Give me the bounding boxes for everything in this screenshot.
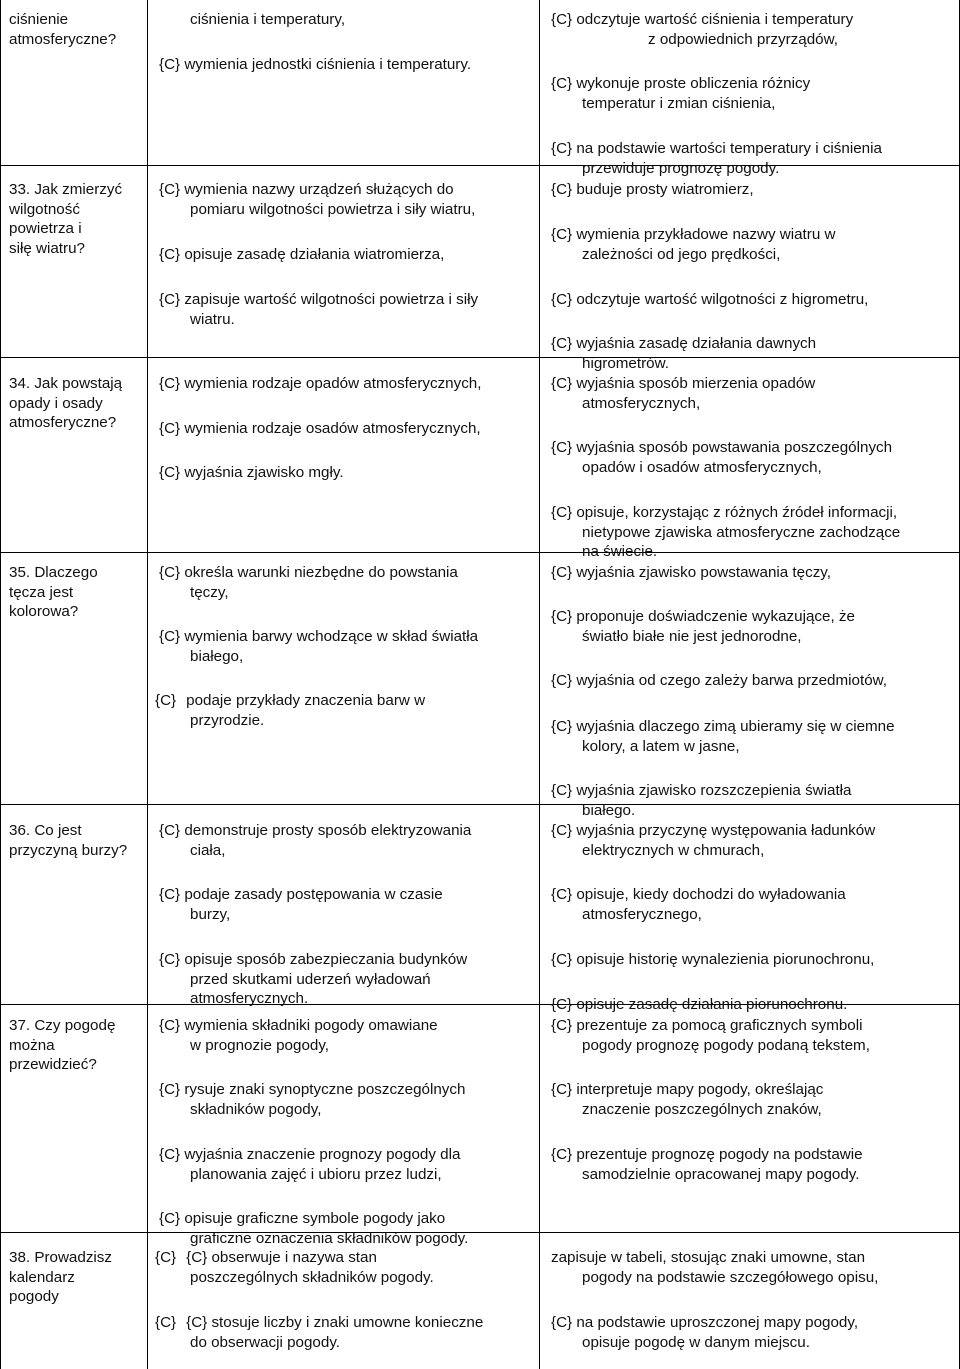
requirement-prefix: {C} bbox=[155, 1249, 177, 1266]
requirement-text: {C} określa warunki niezbędne do powstania bbox=[159, 564, 458, 581]
basic-requirement-line bbox=[190, 841, 225, 860]
row-divider bbox=[0, 357, 960, 358]
basic-requirement-line bbox=[190, 1229, 468, 1248]
requirement-text: tęczy, bbox=[190, 583, 229, 601]
extended-requirement-line bbox=[547, 885, 846, 905]
requirement-text: poszczególnych składników pogody. bbox=[190, 1268, 434, 1286]
extended-requirement-line bbox=[582, 159, 779, 178]
extended-requirement-line bbox=[582, 94, 775, 113]
requirement-text: kolory, a latem w jasne, bbox=[582, 737, 740, 755]
requirement-text: {C} stosuje liczby i znaki umowne konieczne bbox=[186, 1314, 484, 1331]
requirement-text: przed skutkami uderzeń wyładowań bbox=[190, 970, 431, 988]
question-line: atmosferyczne? bbox=[9, 30, 117, 48]
requirement-prefix: {C} bbox=[155, 692, 177, 709]
requirement-text: zapisuje w tabeli, stosując znaki umowne, stan bbox=[551, 1249, 866, 1266]
basic-requirement-line bbox=[155, 1016, 438, 1036]
extended-requirement-line bbox=[582, 542, 657, 561]
extended-requirement-line bbox=[582, 1036, 870, 1055]
question-line: 36. Co jest bbox=[9, 822, 82, 839]
extended-requirement-line bbox=[547, 438, 892, 458]
question-line: siłę wiatru? bbox=[9, 239, 85, 257]
requirement-text: {C} opisuje, kiedy dochodzi do wyładowania bbox=[551, 886, 846, 903]
question-line: wilgotność bbox=[9, 200, 80, 218]
requirement-text: przyrodzie. bbox=[190, 711, 265, 729]
question-line: pogody bbox=[9, 1288, 59, 1305]
extended-requirement-line bbox=[582, 627, 802, 646]
requirement-text: atmosferycznego, bbox=[582, 905, 702, 923]
requirement-text: {C} na podstawie wartości temperatury i ciśnienia bbox=[551, 140, 882, 157]
basic-requirement-line bbox=[155, 821, 471, 841]
requirement-text: {C} wykonuje proste obliczenia różnicy bbox=[551, 75, 811, 92]
requirement-text: {C} wyjaśnia sposób mierzenia opadów bbox=[551, 375, 816, 392]
requirement-text: podaje przykłady znaczenia barw w bbox=[186, 692, 426, 709]
extended-requirement-line bbox=[547, 563, 831, 583]
row-divider bbox=[0, 1232, 960, 1233]
extended-requirement-line bbox=[547, 290, 868, 310]
requirement-text: {C} opisuje zasadę działania piorunochronu. bbox=[551, 996, 848, 1013]
requirement-text: atmosferycznych, bbox=[582, 394, 701, 412]
extended-requirement-line bbox=[547, 334, 816, 354]
basic-requirement-line bbox=[155, 290, 478, 310]
extended-requirement-line bbox=[547, 1248, 865, 1268]
extended-requirement-line bbox=[582, 354, 669, 373]
extended-requirement-line bbox=[582, 737, 740, 756]
basic-requirement-line bbox=[155, 419, 481, 439]
question-line: 38. Prowadzisz bbox=[9, 1249, 112, 1266]
basic-requirement-line bbox=[155, 463, 344, 483]
requirement-text: {C} wymienia nazwy urządzeń służących do bbox=[159, 181, 454, 198]
requirement-text: z odpowiednich przyrządów, bbox=[648, 30, 838, 48]
extended-requirement-line bbox=[547, 503, 897, 523]
question-line: powietrza i bbox=[9, 220, 82, 237]
requirement-text: przewiduje prognozę pogody. bbox=[582, 159, 780, 177]
requirement-text: planowania zajęć i ubioru przez ludzi, bbox=[190, 1165, 442, 1183]
requirement-prefix: {C} bbox=[155, 1314, 177, 1331]
extended-requirement-line bbox=[547, 180, 754, 200]
requirement-text: {C} wyjaśnia zjawisko mgły. bbox=[159, 464, 344, 481]
requirement-text: wiatru. bbox=[190, 310, 235, 328]
basic-requirement-line bbox=[155, 563, 458, 583]
requirement-text: ciała, bbox=[190, 841, 226, 859]
extended-requirement-line bbox=[648, 30, 838, 49]
extended-requirement-line bbox=[547, 1080, 823, 1100]
column-divider bbox=[0, 0, 1, 1369]
basic-requirement-line bbox=[190, 711, 264, 730]
basic-requirement-line bbox=[190, 200, 475, 219]
basic-requirement-line bbox=[190, 905, 230, 924]
basic-requirement-line bbox=[190, 1333, 340, 1352]
basic-requirement-line bbox=[155, 55, 471, 75]
requirement-text: {C} buduje prosty wiatromierz, bbox=[551, 181, 754, 198]
requirement-text: {C} prezentuje za pomocą graficznych symboli bbox=[551, 1017, 863, 1034]
requirement-text: {C} wymienia rodzaje osadów atmosferycznych, bbox=[159, 420, 481, 437]
requirement-text: {C} zapisuje wartość wilgotności powietrza i siły bbox=[159, 291, 479, 308]
extended-requirement-line bbox=[547, 821, 875, 841]
extended-requirement-line bbox=[547, 1145, 863, 1165]
row-divider bbox=[0, 165, 960, 166]
extended-requirement-line bbox=[582, 458, 822, 477]
extended-requirement-line bbox=[547, 1016, 863, 1036]
extended-requirement-line bbox=[547, 74, 810, 94]
extended-requirement-line bbox=[547, 995, 847, 1015]
row-divider bbox=[0, 804, 960, 805]
extended-requirement-line bbox=[547, 781, 852, 801]
basic-requirement-line bbox=[155, 1145, 460, 1165]
requirement-text: {C} wymienia jednostki ciśnienia i temperatury. bbox=[159, 56, 472, 73]
basic-requirement-line bbox=[190, 1100, 321, 1119]
requirement-text: pomiaru wilgotności powietrza i siły wiatru, bbox=[190, 200, 476, 218]
question-line: przyczyną burzy? bbox=[9, 841, 128, 859]
requirement-text: {C} proponuje doświadczenie wykazujące, że bbox=[551, 608, 855, 625]
question-line: 34. Jak powstają bbox=[9, 375, 123, 392]
question-line: kolorowa? bbox=[9, 603, 79, 620]
extended-requirement-line bbox=[547, 1313, 858, 1333]
requirement-text: opadów i osadów atmosferycznych, bbox=[582, 458, 822, 476]
extended-requirement-line bbox=[547, 671, 887, 691]
requirement-text: {C} podaje zasady postępowania w czasie bbox=[159, 886, 443, 903]
extended-requirement-line bbox=[582, 905, 702, 924]
requirement-text: w prognozie pogody, bbox=[190, 1036, 330, 1054]
extended-requirement-line bbox=[582, 394, 700, 413]
requirement-text: składników pogody, bbox=[190, 1100, 322, 1118]
basic-requirement-line bbox=[190, 970, 431, 989]
basic-requirement-line bbox=[155, 374, 481, 394]
requirement-text: {C} wyjaśnia dlaczego zimą ubieramy się w ciemne bbox=[551, 718, 895, 735]
question-line: przewidzieć? bbox=[9, 1056, 97, 1073]
basic-requirement-line bbox=[190, 1165, 442, 1184]
question-line: 33. Jak zmierzyć bbox=[9, 181, 123, 198]
basic-requirement-line bbox=[155, 1080, 465, 1100]
row-divider bbox=[0, 552, 960, 553]
extended-requirement-line bbox=[547, 607, 855, 627]
extended-requirement-line bbox=[547, 225, 835, 245]
basic-requirement-line bbox=[155, 1313, 483, 1333]
extended-requirement-line bbox=[582, 523, 900, 542]
extended-requirement-line bbox=[547, 139, 882, 159]
basic-requirement-line bbox=[155, 1209, 445, 1229]
basic-requirement-line bbox=[190, 1036, 329, 1055]
requirement-text: {C} odczytuje wartość ciśnienia i temperatury bbox=[551, 11, 854, 28]
question-line: ciśnienie bbox=[9, 11, 69, 28]
extended-requirement-line bbox=[582, 801, 635, 820]
basic-requirement-line bbox=[155, 691, 425, 711]
requirement-text: {C} wyjaśnia znaczenie prognozy pogody dla bbox=[159, 1146, 461, 1163]
question-line: 37. Czy pogodę bbox=[9, 1017, 116, 1034]
requirement-text: {C} odczytuje wartość wilgotności z higrometru, bbox=[551, 291, 869, 308]
requirement-text: znaczenie poszczególnych znaków, bbox=[582, 1100, 822, 1118]
basic-requirement-line bbox=[155, 245, 444, 265]
column-divider bbox=[539, 0, 540, 1369]
requirement-text: światło białe nie jest jednorodne, bbox=[582, 627, 802, 645]
question-line: opady i osady bbox=[9, 394, 103, 412]
extended-requirement-line bbox=[582, 245, 780, 264]
requirement-text: {C} opisuje historię wynalezienia piorunochronu, bbox=[551, 951, 875, 968]
extended-requirement-line bbox=[582, 1333, 810, 1352]
extended-requirement-line bbox=[582, 1165, 859, 1184]
requirement-text: {C} wymienia barwy wchodzące w skład światła bbox=[159, 628, 479, 645]
requirement-text: nietypowe zjawiska atmosferyczne zachodzące bbox=[582, 523, 901, 541]
requirement-text: na świecie. bbox=[582, 543, 658, 560]
requirement-text: pogody na podstawie szczegółowego opisu, bbox=[582, 1268, 879, 1286]
extended-requirement-line bbox=[582, 1100, 822, 1119]
requirement-text: {C} wyjaśnia przyczynę występowania ładunków bbox=[551, 822, 876, 839]
requirement-text: {C} obserwuje i nazywa stan bbox=[186, 1249, 377, 1266]
requirement-text: graficzne oznaczenia składników pogody. bbox=[190, 1229, 469, 1247]
basic-requirement-line bbox=[155, 627, 478, 647]
requirement-text: {C} wyjaśnia zasadę działania dawnych bbox=[551, 335, 817, 352]
extended-requirement-line bbox=[582, 841, 764, 860]
extended-requirement-line bbox=[547, 717, 895, 737]
extended-requirement-line bbox=[547, 950, 874, 970]
question-line: kalendarz bbox=[9, 1268, 75, 1286]
extended-requirement-line bbox=[547, 10, 853, 30]
requirement-text: elektrycznych w chmurach, bbox=[582, 841, 765, 859]
basic-requirement-line bbox=[155, 180, 454, 200]
basic-requirement-line bbox=[190, 583, 229, 602]
requirement-text: temperatur i zmian ciśnienia, bbox=[582, 94, 776, 112]
requirement-text: {C} prezentuje prognozę pogody na podstawie bbox=[551, 1146, 863, 1163]
requirement-text: {C} wyjaśnia od czego zależy barwa przedmiotów, bbox=[551, 672, 887, 689]
question-line: 35. Dlaczego bbox=[9, 564, 98, 581]
basic-requirement-line bbox=[190, 310, 235, 329]
requirement-text: ciśnienia i temperatury, bbox=[190, 11, 346, 28]
requirement-text: białego, bbox=[190, 647, 244, 665]
basic-requirement-line bbox=[190, 647, 243, 666]
requirement-text: {C} demonstruje prosty sposób elektryzowania bbox=[159, 822, 472, 839]
requirement-text: opisuje pogodę w danym miejscu. bbox=[582, 1333, 810, 1351]
question-line: można bbox=[9, 1036, 55, 1054]
basic-requirement-line bbox=[155, 885, 443, 905]
requirement-text: zależności od jego prędkości, bbox=[582, 245, 781, 263]
requirement-text: pogody prognozę pogody podaną tekstem, bbox=[582, 1036, 870, 1054]
requirement-text: {C} opisuje graficzne symbole pogody jako bbox=[159, 1210, 446, 1227]
requirement-text: {C} opisuje zasadę działania wiatromierza, bbox=[159, 246, 445, 263]
basic-requirement-line bbox=[190, 10, 345, 29]
basic-requirement-line bbox=[190, 989, 308, 1008]
requirement-text: {C} wymienia rodzaje opadów atmosferycznych, bbox=[159, 375, 482, 392]
requirement-text: {C} interpretuje mapy pogody, określając bbox=[551, 1081, 824, 1098]
basic-requirement-line bbox=[190, 1268, 434, 1287]
requirement-text: burzy, bbox=[190, 905, 231, 923]
requirement-text: {C} wymienia składniki pogody omawiane bbox=[159, 1017, 438, 1034]
requirement-text: do obserwacji pogody. bbox=[190, 1333, 340, 1351]
column-divider bbox=[147, 0, 148, 1369]
requirement-text: {C} wymienia przykładowe nazwy wiatru w bbox=[551, 226, 836, 243]
requirement-text: {C} opisuje, korzystając z różnych źródeł informacji, bbox=[551, 504, 898, 521]
question-line: atmosferyczne? bbox=[9, 414, 117, 431]
question-line: tęcza jest bbox=[9, 583, 74, 601]
requirement-text: {C} wyjaśnia sposób powstawania poszczególnych bbox=[551, 439, 893, 456]
requirement-text: {C} opisuje sposób zabezpieczania budynków bbox=[159, 951, 468, 968]
requirement-text: atmosferycznych. bbox=[190, 990, 309, 1007]
requirement-text: białego. bbox=[582, 801, 636, 819]
basic-requirement-line bbox=[155, 950, 467, 970]
extended-requirement-line bbox=[582, 1268, 878, 1287]
basic-requirement-line bbox=[155, 1248, 377, 1268]
requirement-text: {C} rysuje znaki synoptyczne poszczególnych bbox=[159, 1081, 466, 1098]
requirement-text: {C} na podstawie uproszczonej mapy pogody, bbox=[551, 1314, 859, 1331]
extended-requirement-line bbox=[547, 374, 815, 394]
requirement-text: {C} wyjaśnia zjawisko rozszczepienia światła bbox=[551, 782, 852, 799]
requirement-text: samodzielnie opracowanej mapy pogody. bbox=[582, 1165, 860, 1183]
requirement-text: higrometrów. bbox=[582, 354, 669, 372]
requirement-text: {C} wyjaśnia zjawisko powstawania tęczy, bbox=[551, 564, 831, 581]
